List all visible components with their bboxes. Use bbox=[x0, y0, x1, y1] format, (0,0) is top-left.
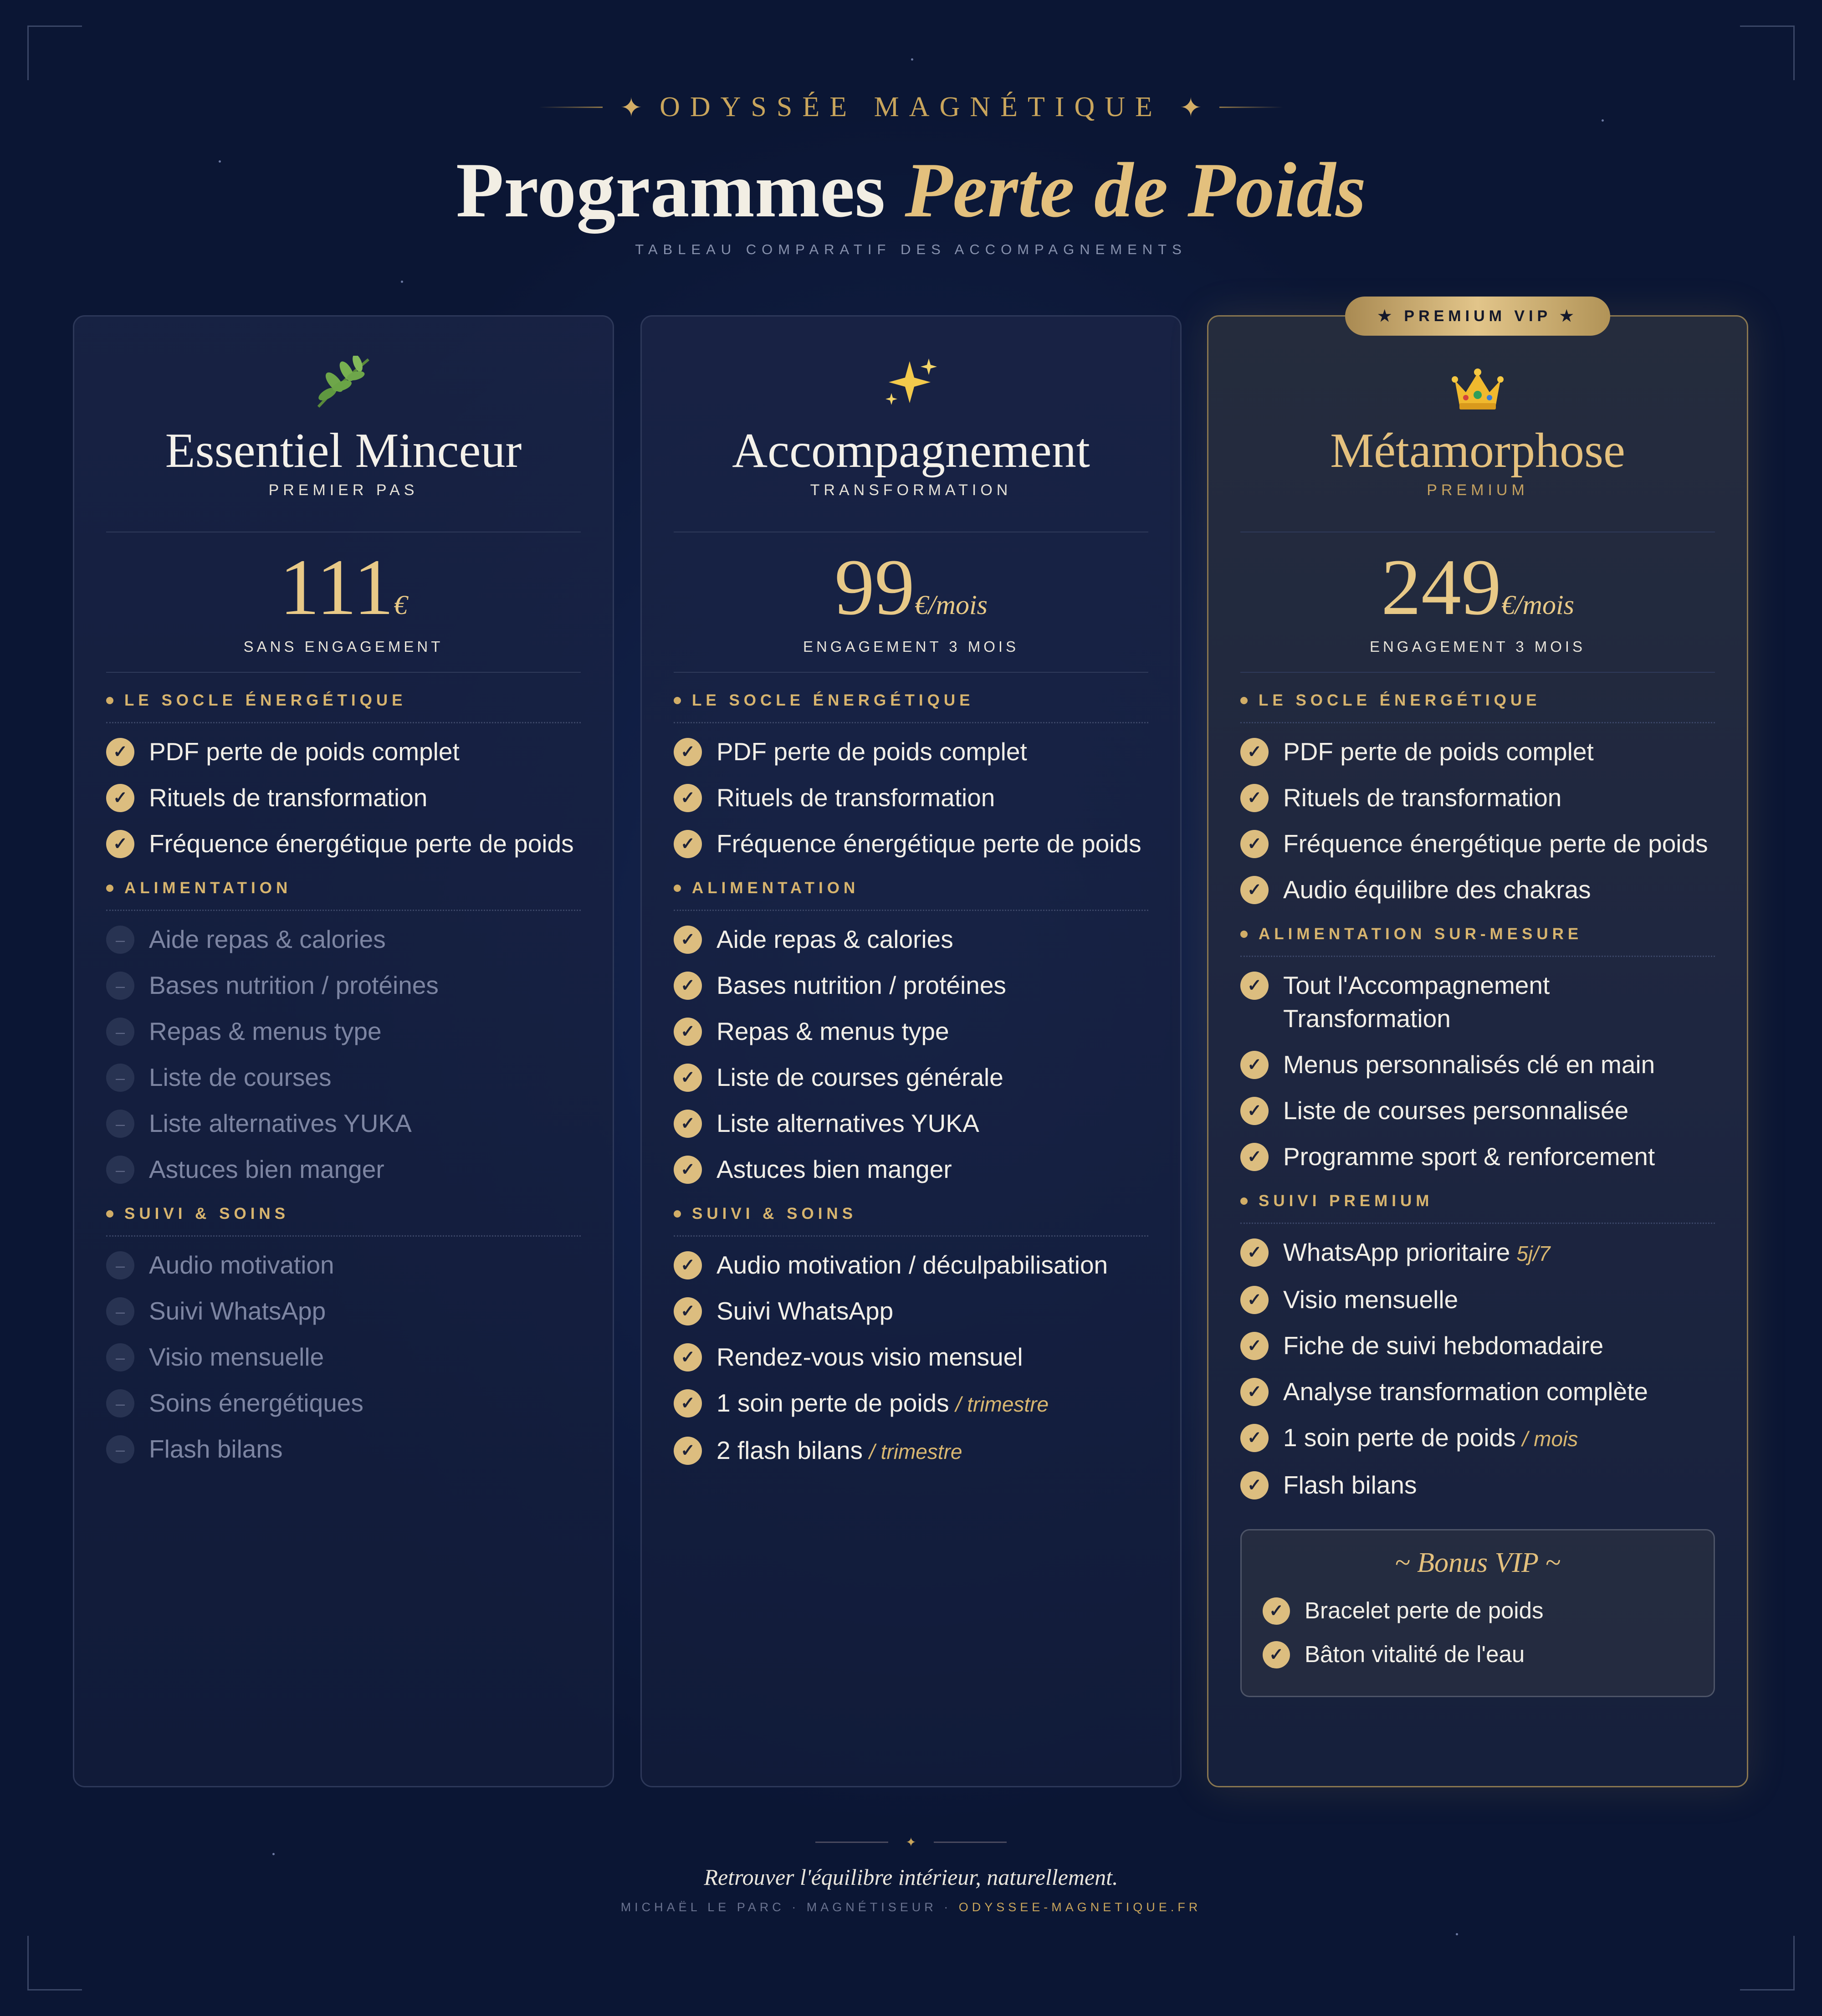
feature-label: Fréquence énergétique perte de poids bbox=[149, 829, 574, 858]
star-dot bbox=[272, 1853, 275, 1855]
feature-text bbox=[717, 1295, 893, 1328]
feature-item bbox=[674, 969, 1148, 1002]
feature-item bbox=[674, 735, 1148, 768]
feature-text bbox=[717, 969, 1006, 1002]
feature-text bbox=[149, 969, 439, 1002]
section-divider bbox=[1240, 956, 1715, 957]
check-icon: ✓ bbox=[1240, 1471, 1269, 1499]
card-name: Métamorphose bbox=[1330, 424, 1625, 478]
feature-label: Soins énergétiques bbox=[149, 1389, 363, 1417]
check-icon: ✓ bbox=[106, 738, 134, 766]
price-unit: € bbox=[394, 590, 408, 620]
feature-item bbox=[106, 1015, 581, 1048]
feature-item bbox=[674, 1153, 1148, 1186]
feature-item bbox=[1240, 1421, 1715, 1456]
brand-header bbox=[0, 91, 1822, 123]
feature-text bbox=[717, 1248, 1108, 1282]
feature-text bbox=[1283, 827, 1708, 860]
dash-icon: – bbox=[106, 1389, 134, 1417]
corner-ornament bbox=[1740, 26, 1795, 80]
section-title-text: LE SOCLE ÉNERGÉTIQUE bbox=[124, 691, 407, 709]
feature-item bbox=[106, 735, 581, 768]
section-title bbox=[1240, 1191, 1715, 1212]
feature-label: Aide repas & calories bbox=[149, 925, 386, 953]
check-icon: ✓ bbox=[674, 738, 702, 766]
brand-rule bbox=[1219, 107, 1283, 108]
feature-note: / mois bbox=[1522, 1427, 1578, 1451]
dash-icon: – bbox=[106, 926, 134, 954]
check-icon: ✓ bbox=[674, 926, 702, 954]
check-icon: ✓ bbox=[1240, 1424, 1269, 1452]
feature-item bbox=[674, 1107, 1148, 1140]
brand-name: ODYSSÉE MAGNÉTIQUE bbox=[660, 92, 1162, 123]
feature-item bbox=[674, 1295, 1148, 1328]
check-icon: ✓ bbox=[1240, 1286, 1269, 1314]
corner-ornament bbox=[27, 26, 82, 80]
feature-item bbox=[1240, 1469, 1715, 1502]
feature-text bbox=[149, 735, 460, 768]
check-icon: ✓ bbox=[1240, 972, 1269, 1000]
feature-item bbox=[674, 1248, 1148, 1282]
feature-text bbox=[1283, 1329, 1603, 1362]
star-dot bbox=[401, 281, 403, 283]
feature-text bbox=[149, 1248, 334, 1282]
feature-item bbox=[106, 1153, 581, 1186]
feature-section bbox=[1240, 924, 1715, 1173]
feature-text bbox=[1283, 1094, 1628, 1127]
feature-label: PDF perte de poids complet bbox=[1283, 737, 1594, 766]
star-dot bbox=[911, 58, 913, 61]
section-title-text: LE SOCLE ÉNERGÉTIQUE bbox=[1259, 691, 1541, 709]
check-icon: ✓ bbox=[674, 1389, 702, 1417]
card-tagline: TRANSFORMATION bbox=[810, 481, 1012, 499]
feature-list bbox=[674, 690, 1148, 1481]
corner-ornament bbox=[1740, 1936, 1795, 1990]
feature-item bbox=[1240, 781, 1715, 814]
feature-label: Liste de courses personnalisée bbox=[1283, 1096, 1629, 1125]
price bbox=[1208, 544, 1747, 631]
check-icon: ✓ bbox=[674, 830, 702, 858]
feature-item bbox=[674, 1387, 1148, 1421]
feature-item bbox=[674, 827, 1148, 860]
website-link[interactable]: ODYSSEE-MAGNETIQUE.FR bbox=[958, 1900, 1202, 1914]
feature-label: Audio équilibre des chakras bbox=[1283, 875, 1591, 904]
feature-label: Liste de courses bbox=[149, 1063, 332, 1091]
feature-label: Audio motivation / déculpabilisation bbox=[717, 1251, 1108, 1279]
section-title-text: ALIMENTATION bbox=[124, 879, 292, 897]
feature-label: Liste de courses générale bbox=[717, 1063, 1003, 1091]
price-amount: 249 bbox=[1381, 543, 1501, 632]
footer-rule bbox=[934, 1842, 1007, 1843]
feature-item bbox=[1240, 827, 1715, 860]
feature-text bbox=[149, 781, 427, 814]
feature-text bbox=[717, 1434, 962, 1469]
bullet-dot-icon bbox=[674, 697, 681, 704]
feature-text bbox=[1283, 1048, 1655, 1081]
feature-item bbox=[106, 1295, 581, 1328]
check-icon: ✓ bbox=[674, 1064, 702, 1092]
feature-label: Analyse transformation complète bbox=[1283, 1377, 1648, 1406]
feature-item bbox=[1240, 1375, 1715, 1408]
check-icon: ✓ bbox=[1240, 738, 1269, 766]
footer-author: MICHAËL LE PARC · MAGNÉTISEUR · bbox=[620, 1900, 959, 1914]
feature-label: Fréquence énergétique perte de poids bbox=[717, 829, 1141, 858]
feature-label: Repas & menus type bbox=[149, 1017, 382, 1045]
feature-text bbox=[149, 1433, 282, 1466]
feature-text bbox=[149, 827, 574, 860]
feature-text bbox=[1283, 781, 1561, 814]
feature-text bbox=[1283, 1421, 1578, 1456]
feature-list bbox=[106, 690, 581, 1479]
sparkle-icon: ✦ bbox=[906, 1835, 916, 1849]
feature-label: Rendez-vous visio mensuel bbox=[717, 1343, 1023, 1371]
bullet-dot-icon bbox=[1240, 1197, 1248, 1205]
section-divider bbox=[1240, 1223, 1715, 1224]
feature-item bbox=[1240, 1236, 1715, 1270]
section-title bbox=[1240, 924, 1715, 945]
feature-item bbox=[674, 1434, 1148, 1469]
dash-icon: – bbox=[106, 1343, 134, 1371]
feature-item bbox=[106, 1061, 581, 1094]
feature-item bbox=[106, 1248, 581, 1282]
bullet-dot-icon bbox=[674, 885, 681, 892]
feature-text bbox=[149, 1107, 412, 1140]
card-header bbox=[74, 356, 613, 499]
commitment-label: ENGAGEMENT 3 MOIS bbox=[803, 638, 1019, 655]
bullet-dot-icon bbox=[106, 885, 113, 892]
feature-label: Astuces bien manger bbox=[717, 1155, 952, 1183]
price-unit: €/mois bbox=[1501, 590, 1575, 620]
feature-section bbox=[106, 1203, 581, 1466]
check-icon: ✓ bbox=[1240, 830, 1269, 858]
page-subtitle: TABLEAU COMPARATIF DES ACCOMPAGNEMENTS bbox=[635, 241, 1187, 257]
check-icon: ✓ bbox=[1240, 1143, 1269, 1171]
feature-text bbox=[1283, 1375, 1648, 1408]
feature-text bbox=[717, 1015, 949, 1048]
feature-item bbox=[1240, 1048, 1715, 1081]
feature-item bbox=[106, 781, 581, 814]
feature-label: Rituels de transformation bbox=[149, 783, 428, 812]
feature-label: Liste alternatives YUKA bbox=[149, 1109, 412, 1137]
section-title-text: ALIMENTATION bbox=[692, 879, 860, 897]
check-icon: ✓ bbox=[1240, 1097, 1269, 1125]
check-icon: ✓ bbox=[1240, 1051, 1269, 1079]
section-title-text: ALIMENTATION SUR-MESURE bbox=[1259, 925, 1583, 943]
feature-item bbox=[1240, 1283, 1715, 1316]
divider bbox=[106, 672, 581, 673]
feature-item bbox=[1240, 873, 1715, 906]
footer-motto: Retrouver l'équilibre intérieur, naturellement. bbox=[704, 1864, 1118, 1890]
section-divider bbox=[106, 1235, 581, 1237]
dash-icon: – bbox=[106, 1156, 134, 1184]
pricing-card-3 bbox=[1207, 307, 1748, 1787]
sparkle-icon: ✦ bbox=[620, 92, 643, 123]
dash-icon: – bbox=[106, 1435, 134, 1463]
check-icon: ✓ bbox=[674, 1251, 702, 1279]
feature-label: PDF perte de poids complet bbox=[149, 737, 460, 766]
bullet-dot-icon bbox=[1240, 697, 1248, 704]
check-icon: ✓ bbox=[674, 1437, 702, 1465]
bullet-dot-icon bbox=[674, 1210, 681, 1218]
feature-text bbox=[149, 1295, 326, 1328]
section-title-text: LE SOCLE ÉNERGÉTIQUE bbox=[692, 691, 974, 709]
bonus-label: Bracelet perte de poids bbox=[1305, 1597, 1544, 1623]
footer-credits bbox=[0, 1900, 1822, 1914]
feature-text bbox=[1283, 1283, 1458, 1316]
check-icon: ✓ bbox=[674, 972, 702, 1000]
check-icon: ✓ bbox=[674, 1018, 702, 1046]
check-icon: ✓ bbox=[106, 784, 134, 812]
feature-item bbox=[674, 1015, 1148, 1048]
bullet-dot-icon bbox=[106, 697, 113, 704]
feature-note: 5j/7 bbox=[1516, 1242, 1551, 1265]
check-icon: ✓ bbox=[674, 1343, 702, 1371]
check-icon: ✓ bbox=[1240, 784, 1269, 812]
feature-list bbox=[1240, 690, 1715, 1697]
dash-icon: – bbox=[106, 1297, 134, 1325]
card-header bbox=[1208, 356, 1747, 499]
feature-item bbox=[674, 923, 1148, 956]
leaf-icon bbox=[74, 356, 613, 420]
divider bbox=[1240, 672, 1715, 673]
feature-label: Programme sport & renforcement bbox=[1283, 1142, 1655, 1171]
feature-section bbox=[106, 878, 581, 1186]
feature-label: Liste alternatives YUKA bbox=[717, 1109, 979, 1137]
feature-label: PDF perte de poids complet bbox=[717, 737, 1027, 766]
feature-text bbox=[1283, 735, 1594, 768]
feature-label: Audio motivation bbox=[149, 1251, 334, 1279]
feature-item bbox=[106, 1107, 581, 1140]
footer-ornament bbox=[0, 1835, 1822, 1850]
feature-label: Rituels de transformation bbox=[1283, 783, 1562, 812]
feature-text bbox=[717, 1341, 1023, 1374]
bonus-item bbox=[1263, 1639, 1693, 1669]
corner-ornament bbox=[27, 1936, 82, 1990]
section-title-text: SUIVI & SOINS bbox=[692, 1205, 857, 1223]
feature-text bbox=[1283, 1469, 1417, 1502]
section-title-text: SUIVI & SOINS bbox=[124, 1205, 290, 1223]
feature-text bbox=[1283, 1140, 1655, 1173]
price-amount: 111 bbox=[279, 543, 394, 632]
feature-item bbox=[106, 827, 581, 860]
feature-section bbox=[106, 690, 581, 860]
price bbox=[74, 544, 613, 631]
dash-icon: – bbox=[106, 972, 134, 1000]
card-header bbox=[642, 356, 1180, 499]
dash-icon: – bbox=[106, 1018, 134, 1046]
feature-label: Suivi WhatsApp bbox=[717, 1297, 894, 1325]
check-icon: ✓ bbox=[1263, 1641, 1290, 1668]
feature-item bbox=[1240, 1329, 1715, 1362]
check-icon: ✓ bbox=[674, 784, 702, 812]
feature-label: Bases nutrition / protéines bbox=[149, 971, 439, 999]
feature-text bbox=[149, 1387, 363, 1420]
page-title bbox=[0, 146, 1822, 235]
feature-section bbox=[674, 1203, 1148, 1469]
feature-label: 2 flash bilans bbox=[717, 1436, 863, 1464]
feature-item bbox=[1240, 1094, 1715, 1127]
divider bbox=[674, 672, 1148, 673]
brand-rule bbox=[539, 107, 603, 108]
commitment-label: ENGAGEMENT 3 MOIS bbox=[1369, 638, 1586, 655]
feature-item bbox=[106, 969, 581, 1002]
check-icon: ✓ bbox=[1240, 1332, 1269, 1360]
feature-item bbox=[674, 781, 1148, 814]
pricing-card-1 bbox=[73, 315, 614, 1787]
feature-label: Bases nutrition / protéines bbox=[717, 971, 1006, 999]
bonus-label: Bâton vitalité de l'eau bbox=[1305, 1641, 1525, 1667]
feature-item bbox=[674, 1061, 1148, 1094]
check-icon: ✓ bbox=[674, 1297, 702, 1325]
feature-label: Visio mensuelle bbox=[1283, 1285, 1459, 1314]
feature-section bbox=[1240, 1191, 1715, 1502]
feature-item bbox=[1240, 735, 1715, 768]
feature-text bbox=[149, 1015, 382, 1048]
feature-section bbox=[674, 878, 1148, 1186]
section-title bbox=[106, 690, 581, 711]
feature-text bbox=[717, 781, 995, 814]
section-title bbox=[106, 1203, 581, 1224]
bonus-title: ~ Bonus VIP ~ bbox=[1395, 1547, 1561, 1578]
card-tagline: PREMIUM bbox=[1427, 481, 1529, 499]
price-unit: €/mois bbox=[914, 590, 988, 620]
section-title bbox=[106, 878, 581, 899]
feature-label: Menus personnalisés clé en main bbox=[1283, 1050, 1655, 1079]
star-dot bbox=[1456, 1933, 1458, 1935]
feature-text bbox=[717, 735, 1027, 768]
feature-text bbox=[1283, 969, 1715, 1035]
card-name: Essentiel Minceur bbox=[165, 424, 522, 478]
bullet-dot-icon bbox=[1240, 931, 1248, 938]
footer-rule bbox=[815, 1842, 888, 1843]
feature-label: Flash bilans bbox=[1283, 1471, 1417, 1499]
feature-label: Rituels de transformation bbox=[717, 783, 995, 812]
dash-icon: – bbox=[106, 1064, 134, 1092]
feature-text bbox=[717, 1061, 1003, 1094]
feature-item bbox=[674, 1341, 1148, 1374]
premium-badge: ★ PREMIUM VIP ★ bbox=[1345, 297, 1610, 336]
check-icon: ✓ bbox=[674, 1156, 702, 1184]
section-title bbox=[1240, 690, 1715, 711]
section-divider bbox=[1240, 722, 1715, 723]
section-divider bbox=[674, 722, 1148, 723]
price-amount: 99 bbox=[834, 543, 915, 632]
crown-icon bbox=[1208, 356, 1747, 420]
feature-item bbox=[106, 1341, 581, 1374]
feature-label: Astuces bien manger bbox=[149, 1155, 384, 1183]
feature-label: Flash bilans bbox=[149, 1435, 283, 1463]
section-title bbox=[674, 878, 1148, 899]
feature-text bbox=[717, 923, 953, 956]
check-icon: ✓ bbox=[1240, 1378, 1269, 1406]
card-tagline: PREMIER PAS bbox=[268, 481, 419, 499]
price bbox=[642, 544, 1180, 631]
feature-label: 1 soin perte de poids bbox=[1283, 1423, 1516, 1452]
check-icon: ✓ bbox=[1240, 876, 1269, 904]
section-divider bbox=[106, 910, 581, 911]
bonus-box bbox=[1240, 1529, 1715, 1697]
feature-item bbox=[106, 923, 581, 956]
section-divider bbox=[674, 910, 1148, 911]
feature-text bbox=[717, 1387, 1049, 1421]
feature-note: / trimestre bbox=[955, 1392, 1049, 1416]
feature-item bbox=[1240, 1140, 1715, 1173]
check-icon: ✓ bbox=[1263, 1597, 1290, 1625]
feature-text bbox=[149, 1341, 324, 1374]
feature-text bbox=[1283, 873, 1591, 906]
feature-section bbox=[674, 690, 1148, 860]
feature-label: 1 soin perte de poids bbox=[717, 1389, 949, 1417]
check-icon: ✓ bbox=[1240, 1238, 1269, 1267]
feature-text bbox=[149, 1153, 384, 1186]
title-accent: Perte de Poids bbox=[905, 147, 1366, 234]
feature-section bbox=[1240, 690, 1715, 906]
feature-text bbox=[717, 827, 1141, 860]
feature-text bbox=[149, 923, 386, 956]
dash-icon: – bbox=[106, 1110, 134, 1138]
dash-icon: – bbox=[106, 1251, 134, 1279]
feature-text bbox=[717, 1153, 952, 1186]
feature-label: Visio mensuelle bbox=[149, 1343, 324, 1371]
title-main: Programmes bbox=[456, 147, 905, 234]
pricing-card-2 bbox=[640, 315, 1182, 1787]
section-title-text: SUIVI PREMIUM bbox=[1259, 1192, 1433, 1210]
commitment-label: SANS ENGAGEMENT bbox=[243, 638, 444, 655]
feature-label: Aide repas & calories bbox=[717, 925, 953, 953]
feature-item bbox=[1240, 969, 1715, 1035]
feature-item bbox=[106, 1433, 581, 1466]
feature-note: / trimestre bbox=[869, 1440, 962, 1463]
card-name: Accompagnement bbox=[732, 424, 1090, 478]
feature-label: Suivi WhatsApp bbox=[149, 1297, 326, 1325]
section-divider bbox=[106, 722, 581, 723]
section-divider bbox=[674, 1235, 1148, 1237]
section-title bbox=[674, 690, 1148, 711]
feature-label: Tout l'Accompagnement Transformation bbox=[1283, 971, 1550, 1033]
section-title bbox=[674, 1203, 1148, 1224]
feature-text bbox=[1283, 1236, 1550, 1270]
feature-text bbox=[149, 1061, 332, 1094]
feature-text bbox=[717, 1107, 979, 1140]
check-icon: ✓ bbox=[106, 830, 134, 858]
sparkle-icon: ✦ bbox=[1179, 92, 1202, 123]
feature-item bbox=[106, 1387, 581, 1420]
feature-label: Repas & menus type bbox=[717, 1017, 949, 1045]
feature-label: Fréquence énergétique perte de poids bbox=[1283, 829, 1708, 858]
feature-label: WhatsApp prioritaire bbox=[1283, 1238, 1510, 1266]
sparkles-icon bbox=[642, 356, 1180, 420]
feature-label: Fiche de suivi hebdomadaire bbox=[1283, 1331, 1604, 1360]
bonus-item bbox=[1263, 1596, 1693, 1626]
check-icon: ✓ bbox=[674, 1110, 702, 1138]
bullet-dot-icon bbox=[106, 1210, 113, 1218]
